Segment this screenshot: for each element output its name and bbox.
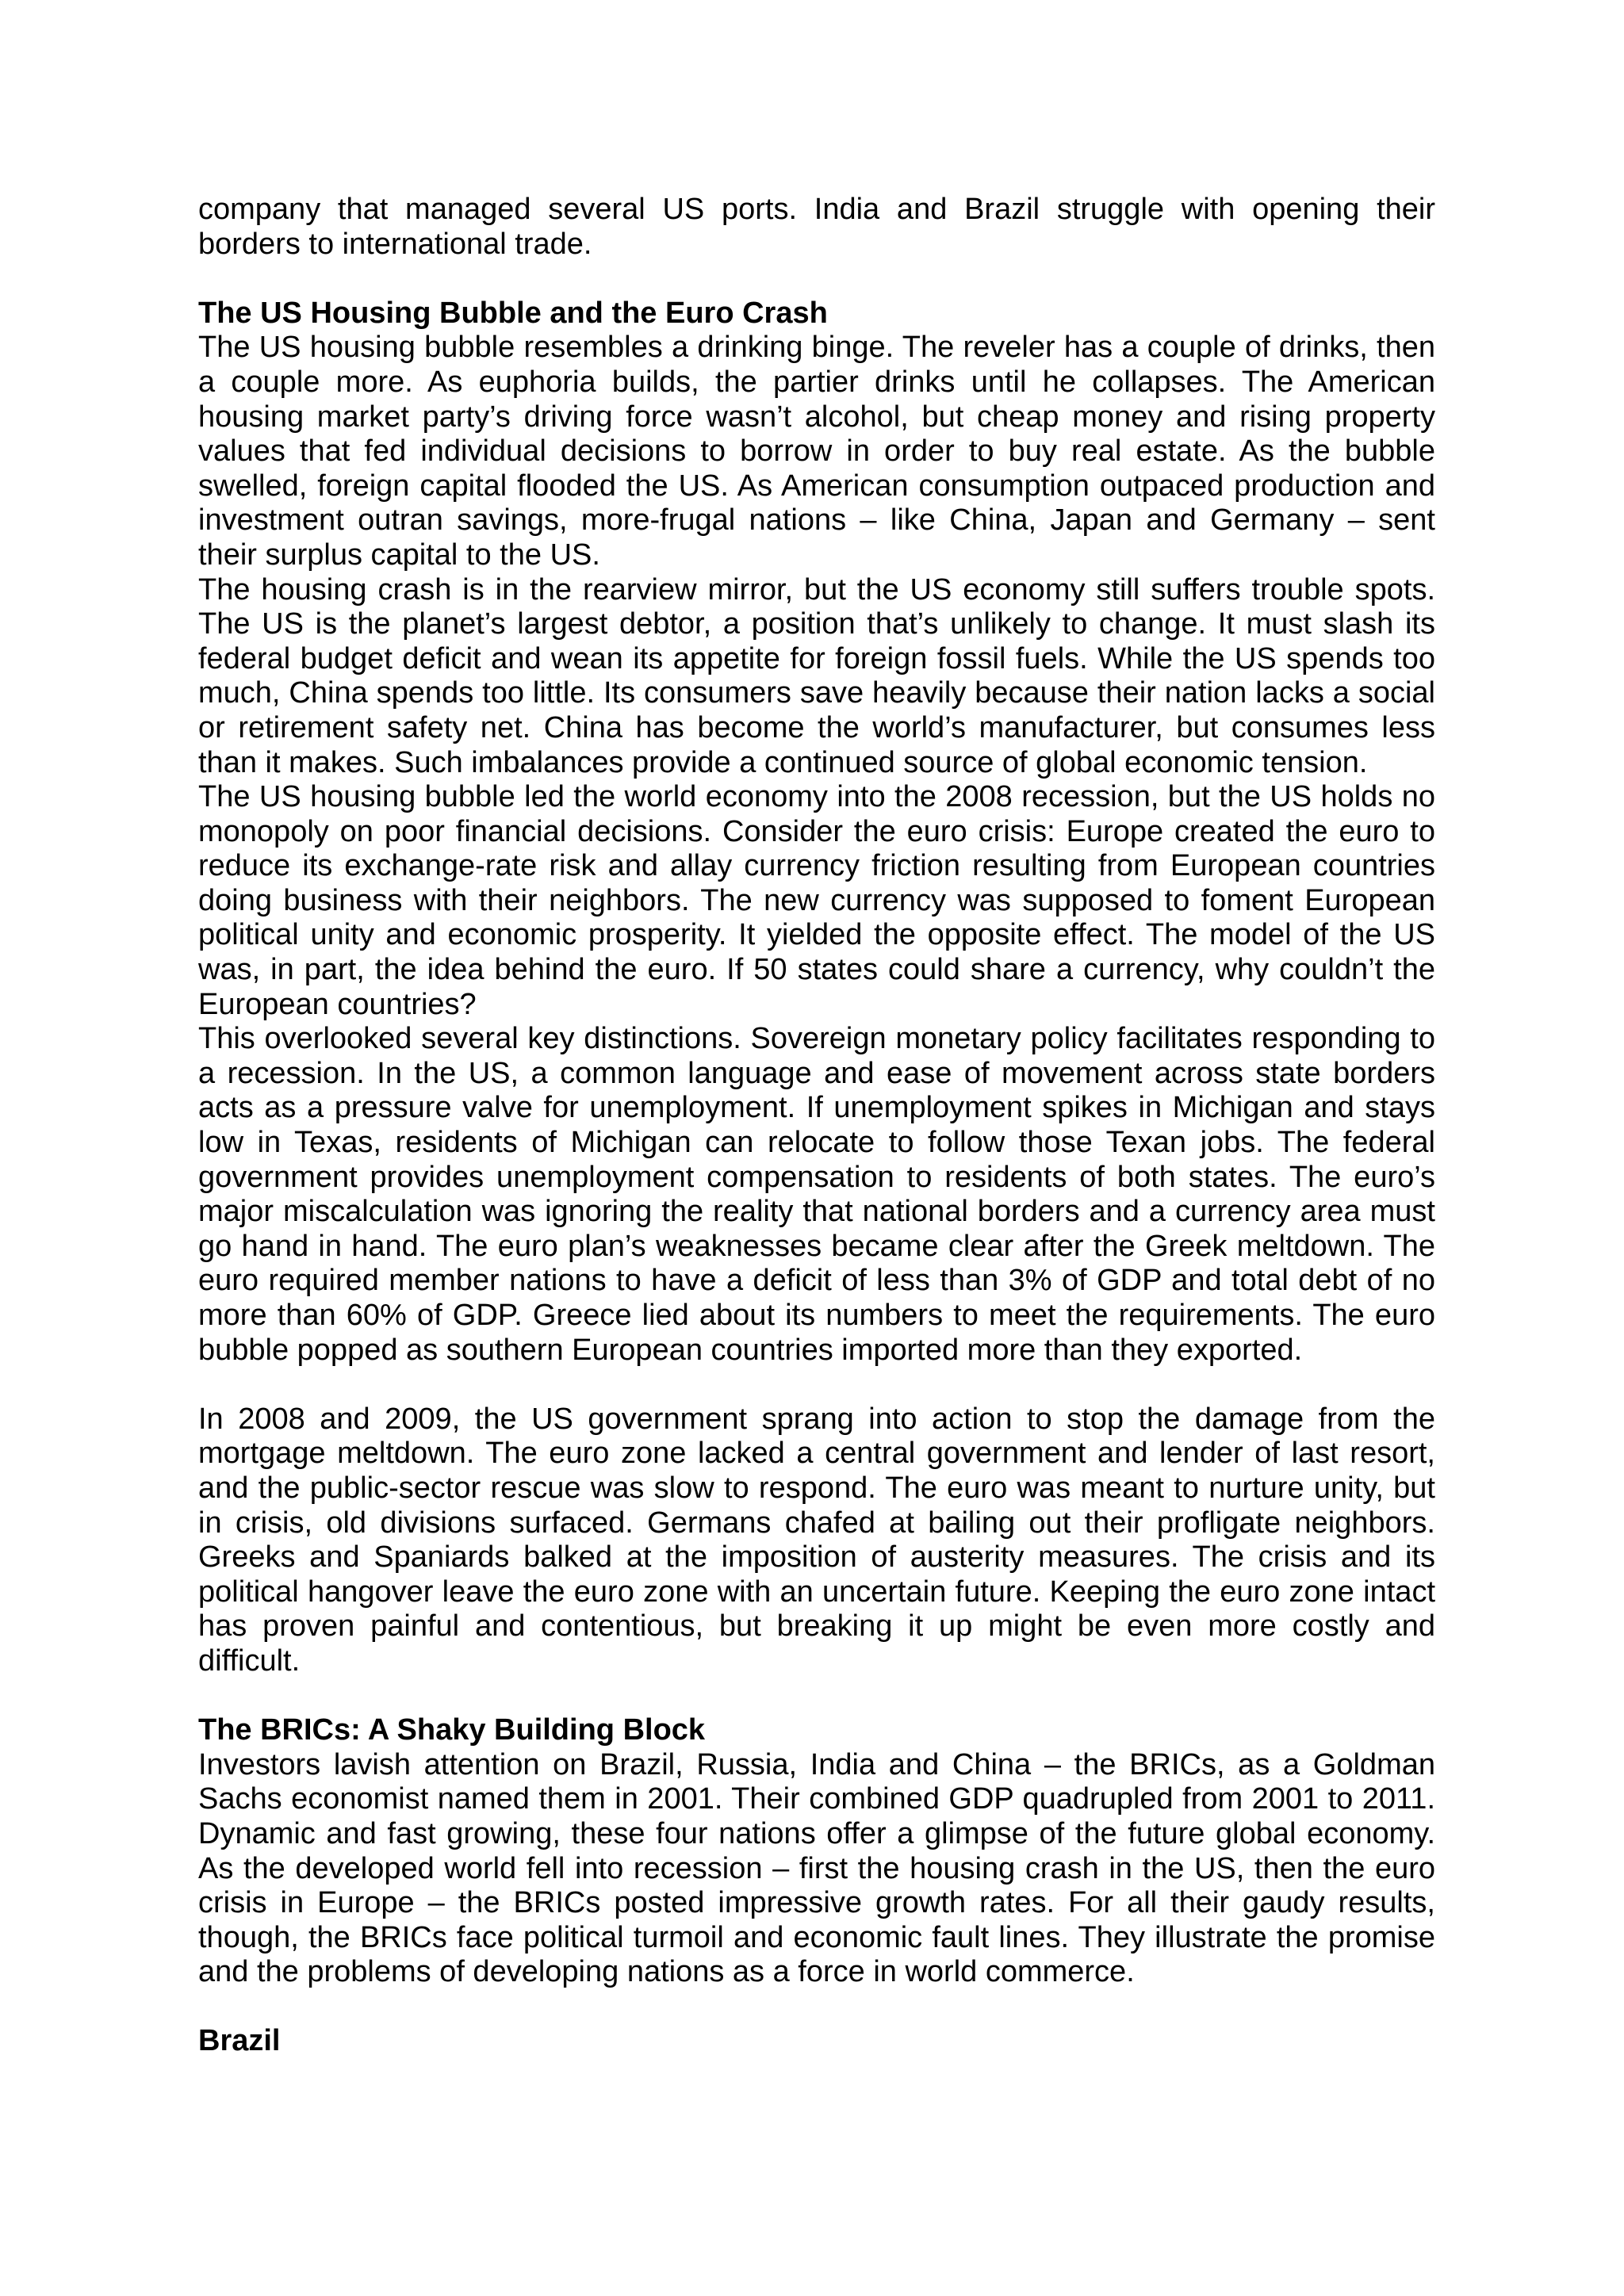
paragraph-housing-binge: The US housing bubble resembles a drinking binge. The reveler has a couple of drinks, then a couple more. As euphoria builds, the partier drinks until he collapses. The American housing market party’s driving force wasn’t alcohol, but cheap money and rising property values that fed individual decisions to borrow in order to buy real estate. As the bubble swelled, foreign capital flooded the US. As American consumption outpaced production and investment outran savings, more-frugal nations – like China, Japan and Germany – sent their surplus capital to the US. — [198, 331, 1435, 572]
document-page — [198, 193, 1435, 2059]
spacer — [198, 1990, 1435, 2025]
paragraph-government-response: In 2008 and 2009, the US government sprang into action to stop the damage from the mortgage meltdown. The euro zone lacked a central government and lender of last resort, and the public-sector rescue was slow to respond. The euro was meant to nurture unity, but in crisis, old divisions surfaced. Germans chafed at bailing out their profligate neighbors. Greeks and Spaniards balked at the imposition of austerity measures. The crisis and its political hangover leave the euro zone with an uncertain future. Keeping the euro zone intact has proven painful and contentious, but breaking it up might be even more costly and difficult. — [198, 1402, 1435, 1678]
heading-housing-bubble: The US Housing Bubble and the Euro Crash — [198, 296, 828, 330]
spacer — [198, 1368, 1435, 1402]
paragraph-brics-intro: Investors lavish attention on Brazil, Russia, India and China – the BRICs, as a Goldman Sachs economist named them in 2001. Their combined GDP quadrupled from 2001 to 2011. Dynamic and fast growing, these four nations offer a glimpse of the future global economy. As the developed world fell into recession – first the housing crash in the US, then the euro crisis in Europe – the BRICs posted impressive growth rates. For all their gaudy results, though, the BRICs face political turmoil and economic fault lines. They illustrate the promise and the problems of developing nations as a force in world commerce. — [198, 1747, 1435, 1989]
paragraph-euro-crisis: The US housing bubble led the world economy into the 2008 recession, but the US holds no monopoly on poor financial decisions. Consider the euro crisis: Europe created the euro to reduce its exchange-rate risk and allay currency friction resulting from European countries doing business with their neighbors. The new currency was supposed to foment European political unity and economic prosperity. It yielded the opposite effect. The model of the US was, in part, the idea behind the euro. If 50 states could share a currency, why couldn’t the European countries? — [198, 780, 1435, 1021]
spacer — [198, 1679, 1435, 1714]
paragraph-ports: company that managed several US ports. India and Brazil struggle with opening their borders to international trade. — [198, 193, 1435, 261]
paragraph-euro-distinctions: This overlooked several key distinctions. Sovereign monetary policy facilitates responding to a recession. In the US, a common language and ease of movement across state borders acts as a pressure valve for unemployment. If unemployment spikes in Michigan and stays low in Texas, residents of Michigan can relocate to follow those Texan jobs. The federal government provides unemployment compensation to residents of both states. The euro’s major miscalculation was ignoring the reality that national borders and a currency area must go hand in hand. The euro plan’s weaknesses became clear after the Greek meltdown. The euro required member nations to have a deficit of less than 3% of GDP and total debt of no more than 60% of GDP. Greece lied about its numbers to meet the requirements. The euro bubble popped as southern European countries imported more than they exported. — [198, 1022, 1435, 1367]
heading-brazil: Brazil — [198, 2024, 281, 2058]
heading-brics: The BRICs: A Shaky Building Block — [198, 1713, 706, 1747]
spacer — [198, 262, 1435, 297]
paragraph-housing-crash: The housing crash is in the rearview mirror, but the US economy still suffers trouble spots. The US is the planet’s largest debtor, a position that’s unlikely to change. It must slash its federal budget deficit and wean its appetite for foreign fossil fuels. While the US spends too much, China spends too little. Its consumers save heavily because their nation lacks a social or retirement safety net. China has become the world’s manufacturer, but consumes less than it makes. Such imbalances provide a continued source of global economic tension. — [198, 572, 1435, 779]
